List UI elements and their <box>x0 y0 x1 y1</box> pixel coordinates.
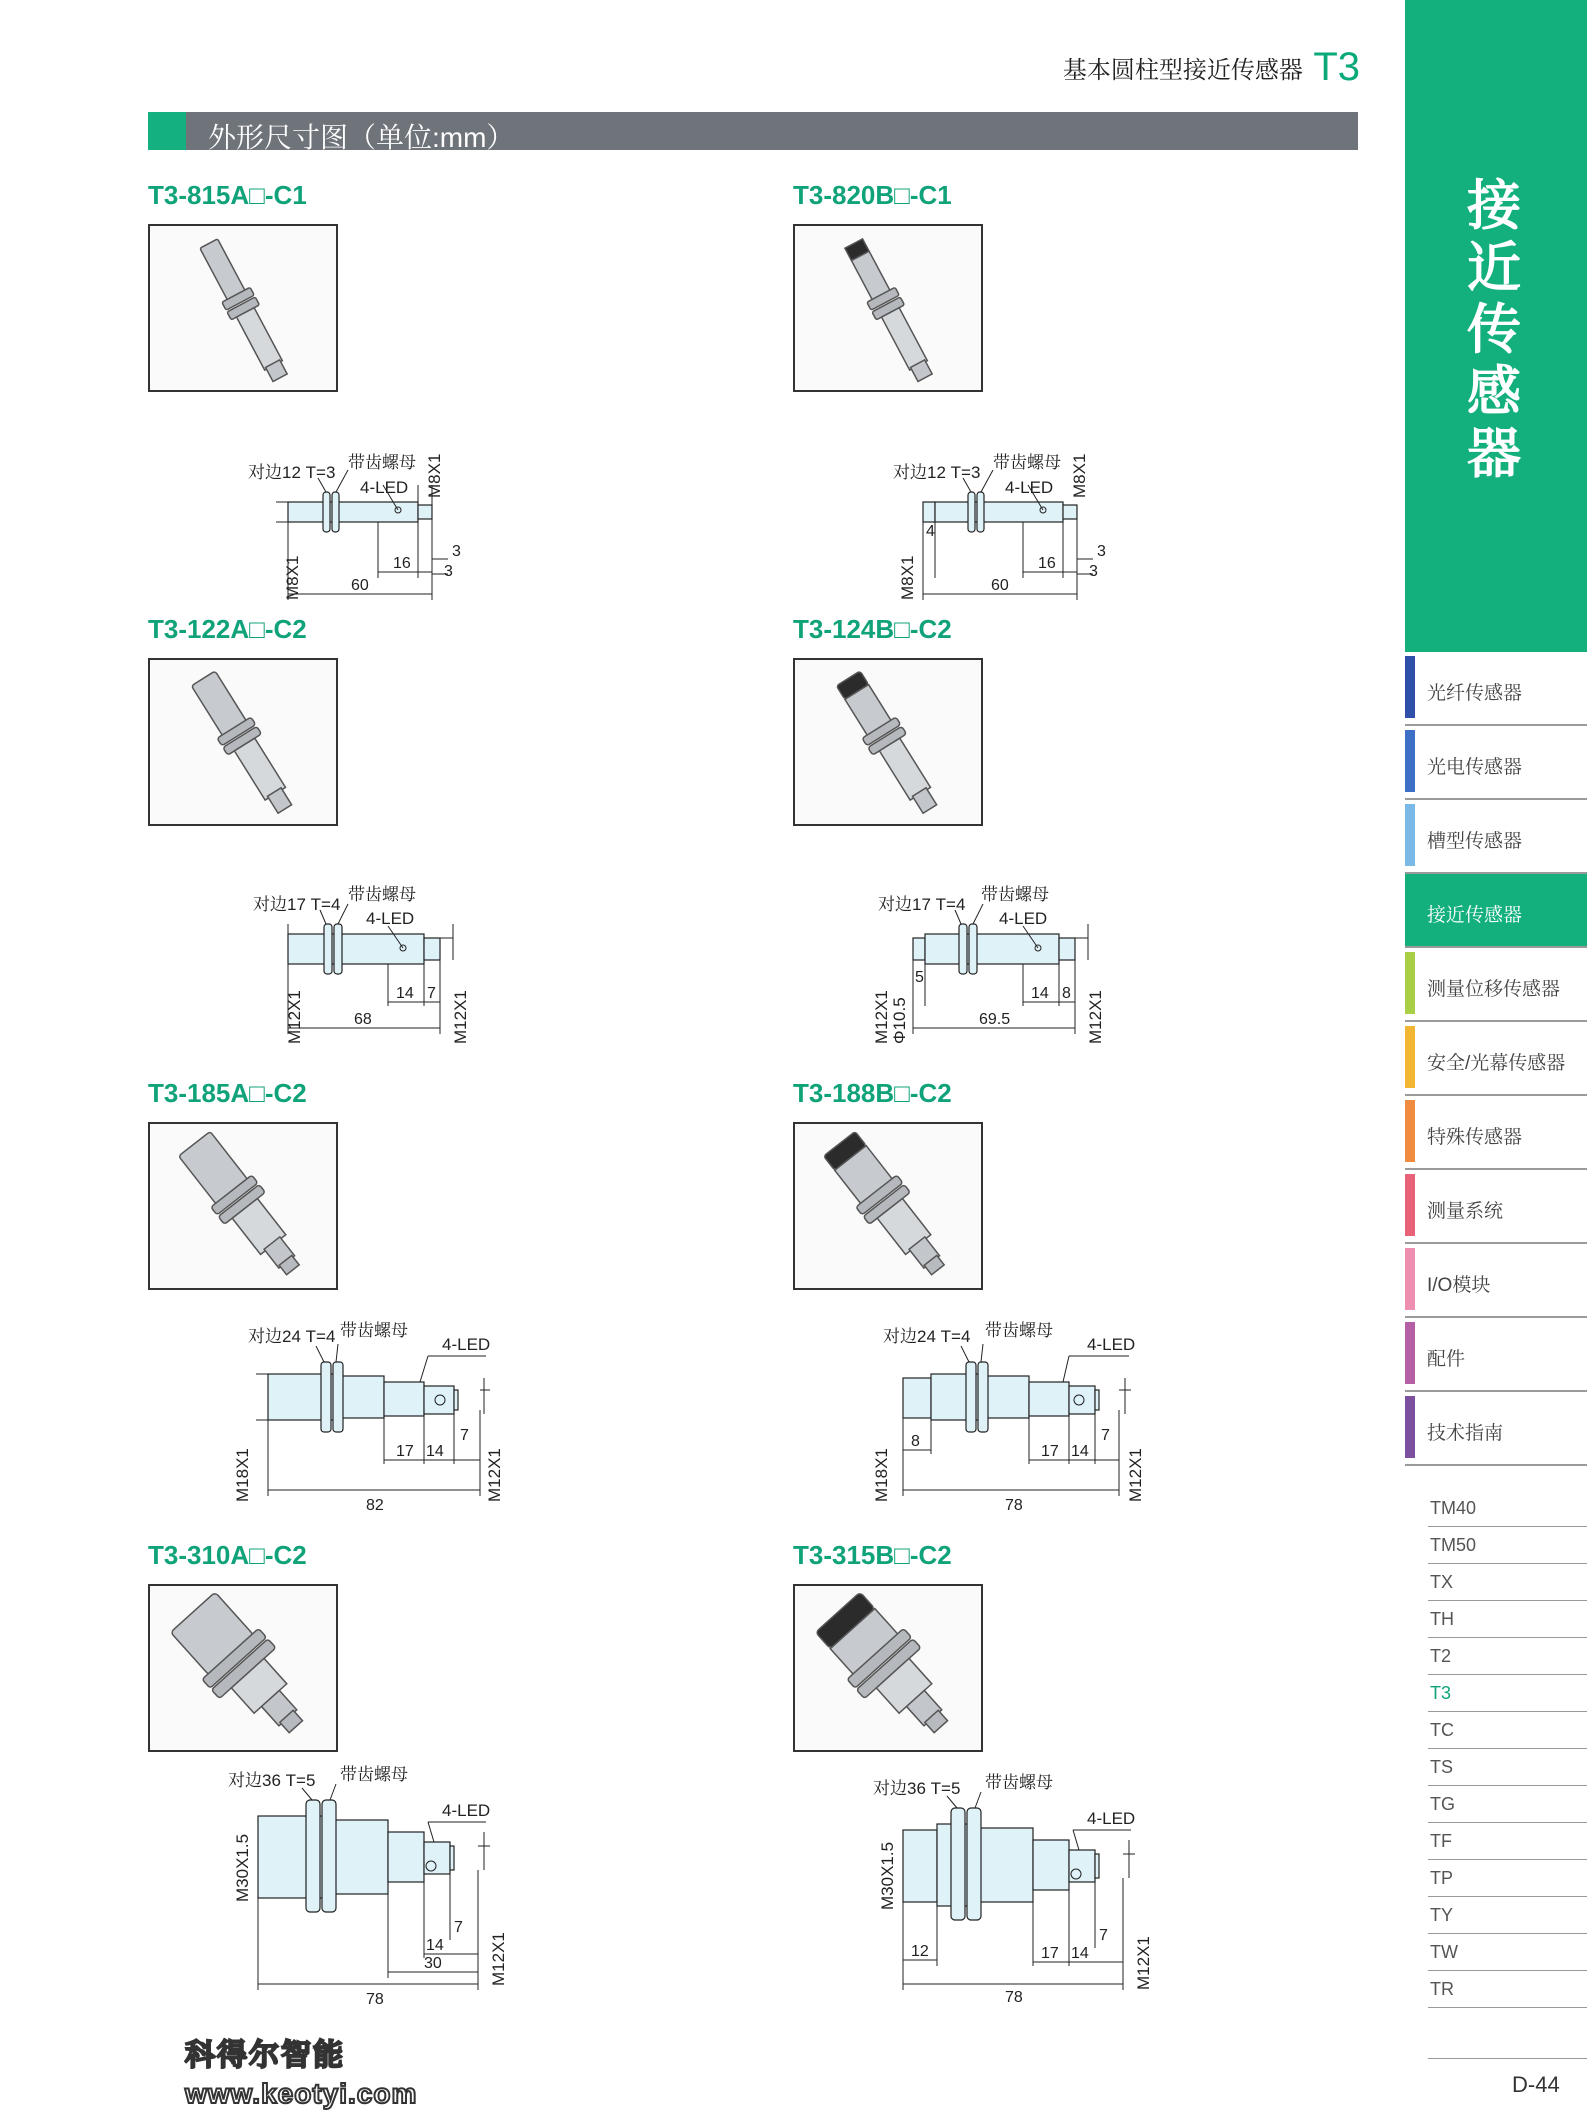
category-color-bar <box>1405 1100 1415 1162</box>
model-item[interactable] <box>1428 1601 1587 1638</box>
dim-value: 17 <box>396 1443 414 1460</box>
sidebar-title: 接近传感器 <box>1467 176 1521 484</box>
nut-label: 带齿螺母 <box>985 1773 1053 1792</box>
product-photo <box>793 658 983 826</box>
nut-label: 带齿螺母 <box>981 885 1049 904</box>
sensor-photo-icon <box>150 660 336 824</box>
model-item[interactable] <box>1428 1527 1587 1564</box>
category-color-bar <box>1405 1396 1415 1458</box>
dim-value: 17 <box>1041 1443 1059 1460</box>
sensor-photo-icon <box>795 1586 981 1750</box>
model-label: TM50 <box>1430 1535 1477 1555</box>
model-item[interactable] <box>1428 1638 1587 1675</box>
category-item[interactable] <box>1405 1392 1587 1466</box>
model-label: TY <box>1430 1905 1454 1925</box>
category-item[interactable] <box>1405 652 1587 726</box>
product-photo <box>148 1584 338 1752</box>
product-photo <box>148 1122 338 1290</box>
model-item[interactable] <box>1428 1786 1587 1823</box>
page-number: D-44 <box>1512 2072 1560 2097</box>
thread-label: M30X1.5 <box>878 1841 897 1910</box>
model-label: T3 <box>1430 1683 1452 1703</box>
led-label: 4-LED <box>1005 478 1054 497</box>
category-color-bar <box>1405 1174 1415 1236</box>
watermark <box>185 2030 417 2110</box>
model-item[interactable] <box>1428 1971 1587 2008</box>
dim-value: 7 <box>1101 1427 1110 1444</box>
nut-label: 带齿螺母 <box>340 1765 408 1784</box>
page-divider <box>1428 2058 1587 2059</box>
nut-label: 带齿螺母 <box>348 453 416 472</box>
thread-label: M8X1 <box>283 555 302 600</box>
dimension-drawing <box>872 854 1213 1054</box>
product-model: T3-820B□-C1 <box>793 180 952 210</box>
thread-label: M12X1 <box>872 990 891 1044</box>
model-item-active[interactable] <box>1428 1675 1587 1712</box>
watermark-name: 科得尔智能 <box>185 2039 345 2072</box>
dim-value: 14 <box>396 985 414 1002</box>
led-label: 4-LED <box>1087 1809 1136 1828</box>
model-item[interactable] <box>1428 1897 1587 1934</box>
hex-label: 对边12 T=3 <box>248 463 336 482</box>
category-item-active[interactable] <box>1405 874 1587 948</box>
category-label: 特殊传感器 <box>1427 1127 1523 1148</box>
hex-label: 对边36 T=5 <box>873 1779 961 1798</box>
category-label: 光纤传感器 <box>1427 683 1523 704</box>
hex-label: 对边24 T=4 <box>248 1327 336 1346</box>
category-color-bar <box>1405 952 1415 1014</box>
category-item[interactable] <box>1405 1318 1587 1392</box>
dim-value: 12 <box>911 1943 929 1960</box>
thread-label: M30X1.5 <box>233 1833 252 1902</box>
model-label: TX <box>1430 1572 1454 1592</box>
model-item[interactable] <box>1428 1823 1587 1860</box>
thread-label: M12X1 <box>1086 990 1105 1044</box>
thread-label: M12X1 <box>451 990 470 1044</box>
dimension-drawing <box>893 410 1213 610</box>
nut-label: 带齿螺母 <box>993 453 1061 472</box>
product-photo <box>148 224 338 392</box>
model-item[interactable] <box>1428 1934 1587 1971</box>
dim-value: 14 <box>426 1937 444 1954</box>
category-label: 安全/光幕传感器 <box>1427 1053 1566 1074</box>
category-color-bar <box>1405 1026 1415 1088</box>
category-item[interactable] <box>1405 726 1587 800</box>
sensor-photo-icon <box>150 226 336 390</box>
nut-label: 带齿螺母 <box>985 1321 1053 1340</box>
product-photo <box>793 1584 983 1752</box>
thread-label: M12X1 <box>485 1448 504 1502</box>
product-model: T3-310A□-C2 <box>148 1540 307 1570</box>
dim-value: 16 <box>1038 555 1056 572</box>
category-item[interactable] <box>1405 800 1587 874</box>
product-item <box>793 1540 1353 2020</box>
category-item[interactable] <box>1405 1170 1587 1244</box>
led-label: 4-LED <box>360 478 409 497</box>
thread-label: M12X1 <box>1126 1448 1145 1502</box>
dim-value: 3 <box>1097 543 1106 560</box>
product-item <box>148 1078 708 1514</box>
nut-label: 带齿螺母 <box>348 885 416 904</box>
category-item[interactable] <box>1405 1244 1587 1318</box>
thread-label: M8X1 <box>1070 453 1089 498</box>
dim-length: 82 <box>366 1497 384 1514</box>
hex-label: 对边24 T=4 <box>883 1327 971 1346</box>
model-label: TF <box>1430 1831 1452 1851</box>
sidebar-header <box>1405 0 1587 652</box>
category-nav <box>1405 652 1587 1466</box>
category-label: 技术指南 <box>1427 1423 1504 1444</box>
dim-value: 3 <box>452 543 461 560</box>
thread-label: M12X1 <box>489 1932 508 1986</box>
model-item[interactable] <box>1428 1712 1587 1749</box>
category-color-bar <box>1405 730 1415 792</box>
dim-value: 3 <box>444 563 453 580</box>
model-label: TM40 <box>1430 1498 1477 1518</box>
category-item[interactable] <box>1405 1096 1587 1170</box>
thread-label: M12X1 <box>285 990 304 1044</box>
dim-value: 8 <box>911 1433 920 1450</box>
dim-value: 14 <box>1071 1443 1089 1460</box>
product-model: T3-185A□-C2 <box>148 1078 307 1108</box>
dim-value: 7 <box>427 985 436 1002</box>
product-model: T3-315B□-C2 <box>793 1540 952 1570</box>
led-label: 4-LED <box>366 909 415 928</box>
category-label: I/O模块 <box>1427 1275 1491 1296</box>
category-color-bar <box>1405 656 1415 718</box>
dim-value: 30 <box>424 1955 442 1972</box>
sensor-photo-icon <box>150 1124 336 1288</box>
dimension-drawing <box>873 1773 1233 2020</box>
hex-label: 对边12 T=3 <box>893 463 981 482</box>
dim-value: 4 <box>926 523 935 540</box>
category-label: 测量系统 <box>1427 1201 1504 1222</box>
dim-length: 78 <box>1005 1497 1023 1514</box>
dimension-drawing <box>228 1765 588 2012</box>
dim-value: 14 <box>426 1443 444 1460</box>
product-item <box>793 180 1353 610</box>
led-label: 4-LED <box>442 1801 491 1820</box>
dim-value: 17 <box>1041 1945 1059 1962</box>
section-title: 外形尺寸图（单位:mm） <box>208 122 515 153</box>
category-label: 光电传感器 <box>1427 757 1523 778</box>
product-item <box>148 614 708 1044</box>
dim-length: 60 <box>991 577 1009 594</box>
model-label: TP <box>1430 1868 1454 1888</box>
dim-value: 7 <box>454 1919 463 1936</box>
category-label: 槽型传感器 <box>1427 831 1523 852</box>
dim-value: 14 <box>1031 985 1049 1002</box>
hex-label: 对边36 T=5 <box>228 1771 316 1790</box>
section-bar <box>148 112 1358 153</box>
dim-value: 7 <box>460 1427 469 1444</box>
thread-label: M8X1 <box>898 555 917 600</box>
diameter-label: Φ10.5 <box>890 997 909 1044</box>
category-color-bar <box>1405 878 1415 940</box>
hex-label: 对边17 T=4 <box>878 895 966 914</box>
dim-value: 14 <box>1071 1945 1089 1962</box>
section-marker-icon <box>148 112 186 150</box>
nut-label: 带齿螺母 <box>340 1321 408 1340</box>
product-item <box>148 180 708 610</box>
category-item[interactable] <box>1405 948 1587 1022</box>
dimension-drawing <box>228 1318 568 1518</box>
led-label: 4-LED <box>999 909 1048 928</box>
dimension-drawing <box>873 1318 1213 1518</box>
category-item[interactable] <box>1405 1022 1587 1096</box>
dim-length: 68 <box>354 1011 372 1028</box>
model-item[interactable] <box>1428 1564 1587 1601</box>
dim-value: 8 <box>1062 985 1071 1002</box>
product-item <box>793 614 1353 1044</box>
product-model: T3-122A□-C2 <box>148 614 307 644</box>
product-model: T3-188B□-C2 <box>793 1078 952 1108</box>
category-color-bar <box>1405 1248 1415 1310</box>
model-nav <box>1428 1490 1587 2008</box>
dim-length: 69.5 <box>979 1011 1011 1028</box>
watermark-url: www.keotyi.com <box>185 2078 418 2109</box>
product-photo <box>148 658 338 826</box>
dim-length: 78 <box>366 1991 384 2008</box>
category-label: 配件 <box>1427 1349 1466 1370</box>
model-item[interactable] <box>1428 1490 1587 1527</box>
led-label: 4-LED <box>1087 1335 1136 1354</box>
category-color-bar <box>1405 804 1415 866</box>
category-color-bar <box>1405 1322 1415 1384</box>
thread-label: M12X1 <box>1134 1936 1153 1990</box>
page-header <box>1050 45 1360 90</box>
category-label: 测量位移传感器 <box>1427 979 1561 1000</box>
product-item <box>148 1540 708 2020</box>
thread-label: M18X1 <box>872 1448 891 1502</box>
product-model: T3-124B□-C2 <box>793 614 952 644</box>
thread-label: M8X1 <box>425 453 444 498</box>
page-title: 基本圆柱型接近传感器 <box>1062 57 1303 84</box>
model-label: TC <box>1430 1720 1454 1740</box>
dim-value: 7 <box>1099 1927 1108 1944</box>
hex-label: 对边17 T=4 <box>253 895 341 914</box>
dim-value: 5 <box>915 969 924 986</box>
product-photo <box>793 1122 983 1290</box>
sensor-photo-icon <box>795 226 981 390</box>
model-label: TS <box>1430 1757 1454 1777</box>
model-label: TH <box>1430 1609 1454 1629</box>
model-label: TR <box>1430 1979 1454 1999</box>
category-label: 接近传感器 <box>1427 905 1523 926</box>
dim-length: 78 <box>1005 1989 1023 2006</box>
sensor-photo-icon <box>150 1586 336 1750</box>
dimension-drawing <box>248 854 568 1054</box>
sensor-photo-icon <box>795 660 981 824</box>
thread-label: M18X1 <box>233 1448 252 1502</box>
dimension-drawing <box>248 410 568 610</box>
product-model: T3-815A□-C1 <box>148 180 307 210</box>
model-item[interactable] <box>1428 1749 1587 1786</box>
product-item <box>793 1078 1353 1514</box>
model-item[interactable] <box>1428 1860 1587 1897</box>
dim-value: 3 <box>1089 563 1098 580</box>
model-label: T2 <box>1430 1646 1452 1666</box>
series-code: T3 <box>1313 45 1360 89</box>
led-label: 4-LED <box>442 1335 491 1354</box>
dim-length: 60 <box>351 577 369 594</box>
sensor-photo-icon <box>795 1124 981 1288</box>
model-label: TG <box>1430 1794 1455 1814</box>
model-label: TW <box>1430 1942 1458 1962</box>
dim-value: 16 <box>393 555 411 572</box>
product-photo <box>793 224 983 392</box>
